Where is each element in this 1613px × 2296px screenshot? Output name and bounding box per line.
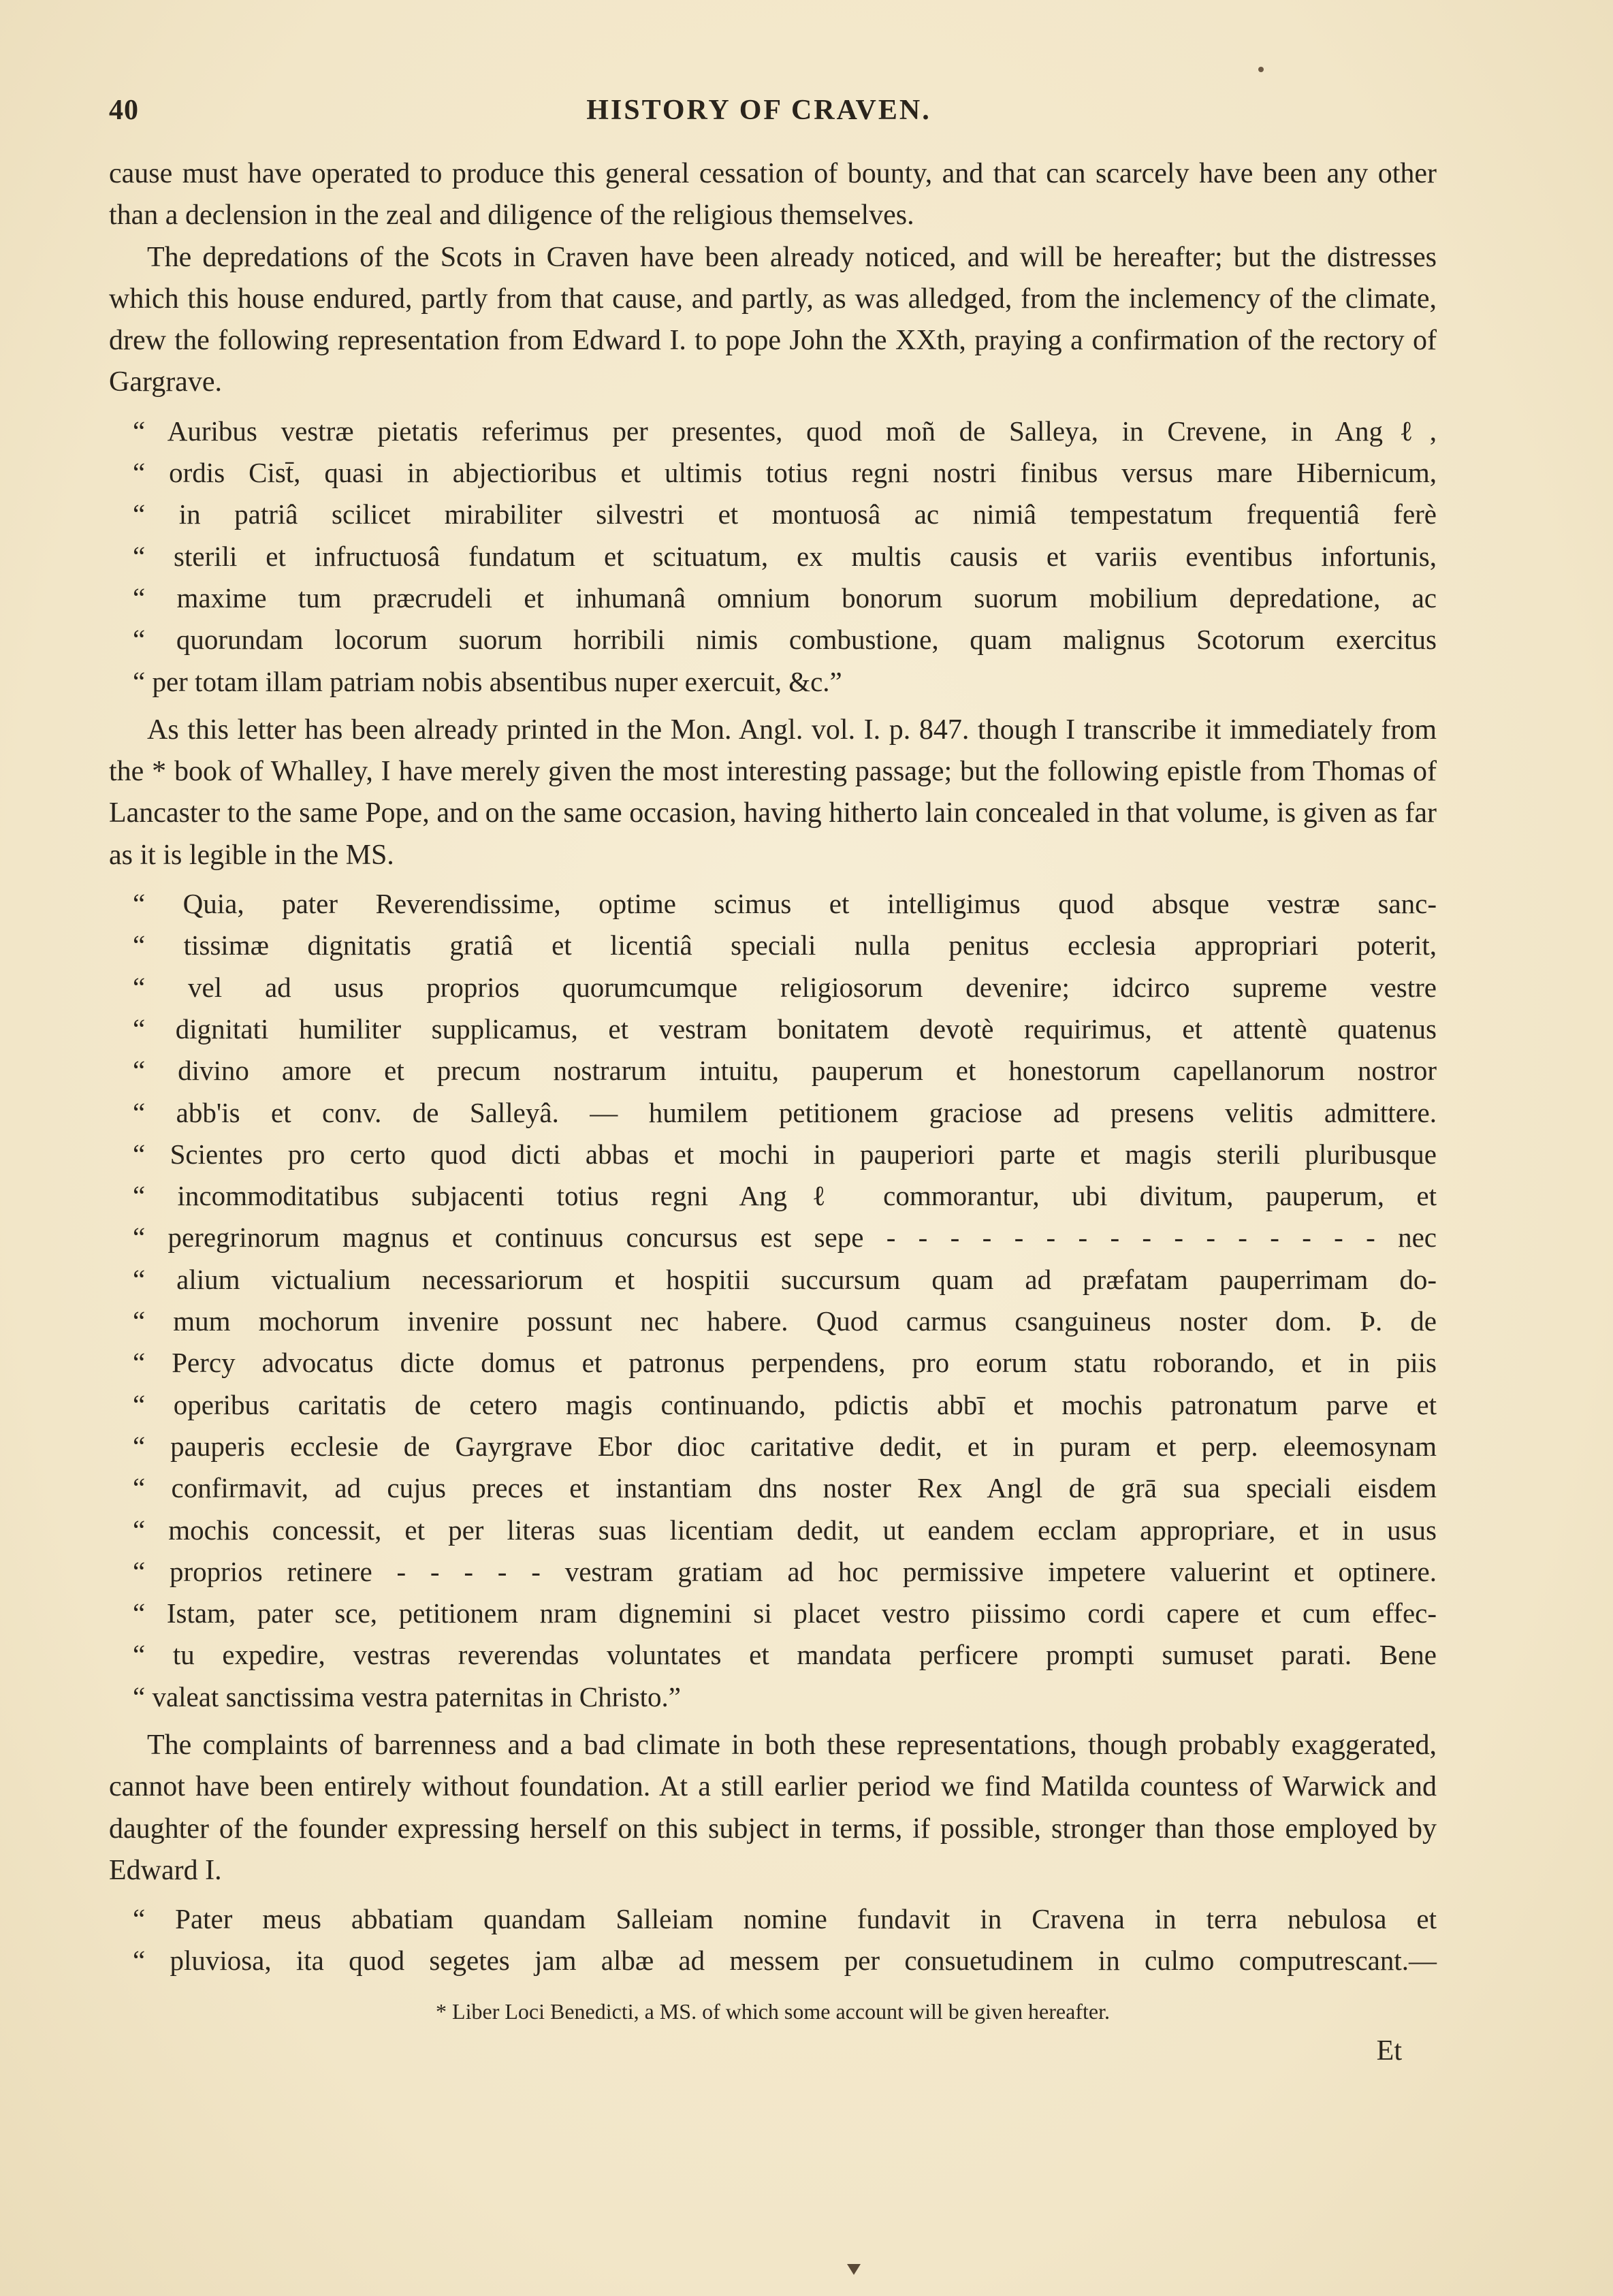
paragraph-1: cause must have operated to produce this general cessation of bounty, and that can scarcely have been any other than a declension in the zeal and diligence of the religious themselves. — [109, 158, 1437, 232]
paragraph-4: The complaints of barrenness and a bad climate in both these representations, though probably exaggerated, cannot have been entirely without foundation. At a still earlier period we find Matilda countess of Warwick and daughter of the founder expressing herself on this subject in terms, if possible, stronger than those employed by Edward I. — [109, 1729, 1437, 1886]
quote-line: “ divino amore et precum nostrarum intuitu, pauperum et honestorum capellanorum nostror — [133, 1055, 1437, 1087]
quote-lancaster — [133, 883, 1437, 1718]
quote-line: “ ordis Cist̄, quasi in abjectioribus et ultimis totius regni nostri finibus versus mare Hibernicum, — [133, 457, 1437, 489]
quote-line: “ per totam illam patriam nobis absentibus nuper exercuit, &c.” — [133, 665, 842, 697]
quote-line: “ sterili et infructuosâ fundatum et scituatum, ex multis causis et variis eventibus infortunis, — [133, 540, 1437, 572]
bottom-ornament-icon — [847, 2264, 861, 2275]
ink-speck — [1258, 67, 1264, 72]
quote-line: “ Istam, pater sce, petitionem nram dignemini si placet vestro piissimo cordi capere et cum effec- — [133, 1597, 1437, 1629]
quote-line: “ Scientes pro certo quod dicti abbas et mochi in pauperiori parte et magis sterili pluribusque — [133, 1138, 1437, 1170]
page-number: 40 — [109, 95, 139, 126]
running-title: HISTORY OF CRAVEN. — [586, 95, 931, 126]
quote-line: “ Pater meus abbatiam quandam Salleiam nomine fundavit in Cravena in terra nebulosa et — [133, 1903, 1437, 1935]
paragraph-2: The depredations of the Scots in Craven have been already noticed, and will be hereafter; but the distresses which this house endured, partly from that cause, and partly, as was alledged, from the inclemency of the climate, drew the following representation from Edward I. to pope John the XXth, praying a confirmation of the rectory of Gargrave. — [109, 241, 1437, 398]
quote-line: “ mochis concessit, et per literas suas licentiam dedit, ut eandem ecclam appropriare, et in usus — [133, 1514, 1437, 1546]
paragraph-3: As this letter has been already printed in the Mon. Angl. vol. I. p. 847. though I transcribe it immediately from the * book of Whalley, I have merely given the most interesting passage; but the following epistle from Thomas of Lancaster to the same Pope, and on the same occasion, having hitherto lain concealed in that volume, is given as far as it is legible in the MS. — [109, 714, 1437, 871]
quote-line: “ incommoditatibus subjacenti totius regni Angℓ commorantur, ubi divitum, pauperum, et — [133, 1180, 1437, 1212]
quote-line: “ peregrinorum magnus et continuus concursus est sepe - - - - - - - - - - - - - - - - nec — [133, 1222, 1437, 1254]
quote-edward — [133, 411, 1437, 703]
quote-line: “ Auribus vestræ pietatis referimus per presentes, quod moñ de Salleya, in Crevene, in Angℓ, — [133, 415, 1437, 447]
catchword: Et — [1376, 2035, 1402, 2067]
quote-line: “ abb'is et conv. de Salleyâ. — humilem petitionem graciose ad presens velitis admittere. — [133, 1096, 1437, 1128]
quote-line: “ proprios retinere - - - - - vestram gratiam ad hoc permissive impetere valuerint et optinere. — [133, 1555, 1437, 1587]
quote-line: “ maxime tum præcrudeli et inhumanâ omnium bonorum suorum mobilium depredatione, ac — [133, 581, 1437, 613]
quote-line: “ pauperis ecclesie de Gayrgrave Ebor dioc caritative dedit, et in puram et perp. eleemosynam — [133, 1430, 1437, 1462]
quote-line: “ vel ad usus proprios quorumcumque religiosorum devenire; idcirco supreme vestre — [133, 971, 1437, 1003]
quote-line: “ mum mochorum invenire possunt nec habere. Quod carmus csanguineus noster dom. Þ. de — [133, 1305, 1437, 1337]
quote-line: “ Percy advocatus dicte domus et patronus perpendens, pro eorum statu roborando, et in piis — [133, 1347, 1437, 1379]
quote-line: “ pluviosa, ita quod segetes jam albæ ad messem per consuetudinem in culmo computrescant.— — [133, 1945, 1437, 1977]
quote-line: “ valeat sanctissima vestra paternitas in Christo.” — [133, 1680, 681, 1712]
quote-line: “ dignitati humiliter supplicamus, et vestram bonitatem devotè requirimus, et attentè quatenus — [133, 1013, 1437, 1045]
quote-line: “ confirmavit, ad cujus preces et instantiam dns noster Rex Angl de grā sua speciali eisdem — [133, 1472, 1437, 1504]
quote-line: “ alium victualium necessariorum et hospitii succursum quam ad præfatam pauperrimam do- — [133, 1263, 1437, 1295]
quote-line: “ tu expedire, vestras reverendas voluntates et mandata perficere prompti sumuset parati. Bene — [133, 1639, 1437, 1671]
quote-line: “ tissimæ dignitatis gratiâ et licentiâ speciali nulla penitus ecclesia appropriari poterit, — [133, 929, 1437, 961]
body-text — [109, 153, 1437, 1989]
page-header — [109, 94, 1409, 135]
quote-line: “ Quia, pater Reverendissime, optime scimus et intelligimus quod absque vestræ sanc- — [133, 888, 1437, 920]
quote-matilda — [133, 1898, 1437, 1982]
footnote: * Liber Loci Benedicti, a MS. of which some account will be given hereafter. — [436, 1999, 1110, 2024]
quote-line: “ operibus caritatis de cetero magis continuando, pdictis abbī et mochis patronatum parve et — [133, 1388, 1437, 1420]
quote-line: “ quorundam locorum suorum horribili nimis combustione, quam malignus Scotorum exercitus — [133, 624, 1437, 656]
quote-line: “ in patriâ scilicet mirabiliter silvestri et montuosâ ac nimiâ tempestatum frequentiâ ferè — [133, 498, 1437, 530]
